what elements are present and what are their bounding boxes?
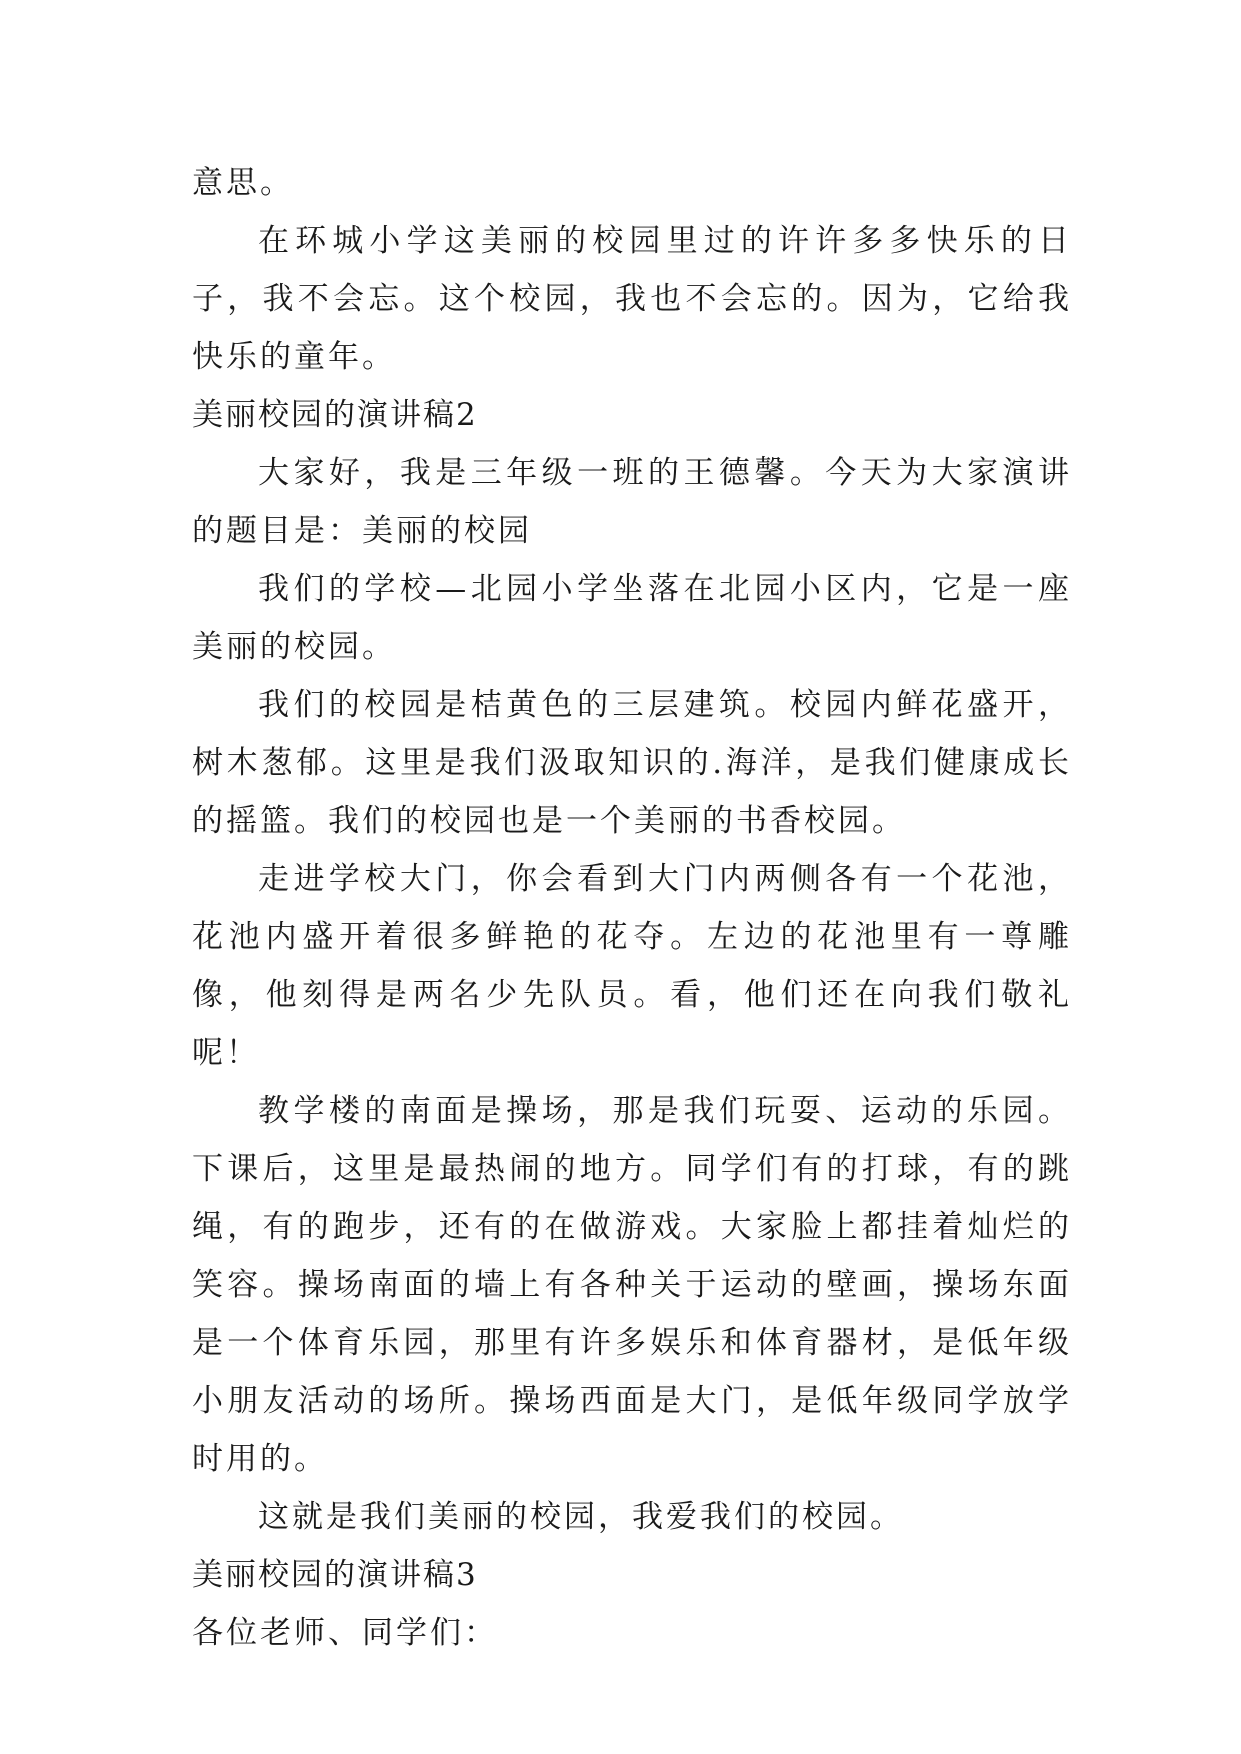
section-heading: 美丽校园的演讲稿2 [192, 397, 478, 433]
paragraph: 走进学校大门，你会看到大门内两侧各有一个花池，花池内盛开着很多鲜艳的花夺。左边的花池里有一尊雕像，他刻得是两名少先队员。看，他们还在向我们敬礼呢！ [192, 861, 1072, 1071]
paragraph: 这就是我们美丽的校园，我爱我们的校园。 [258, 1499, 904, 1535]
paragraph: 大家好，我是三年级一班的王德馨。今天为大家演讲的题目是：美丽的校园 [192, 455, 1072, 549]
document-body [192, 154, 1072, 1662]
paragraph: 我们的校园是桔黄色的三层建筑。校园内鲜花盛开，树木葱郁。这里是我们汲取知识的.海洋，是我们健康成长的摇篮。我们的校园也是一个美丽的书香校园。 [192, 687, 1072, 839]
paragraph: 我们的学校—北园小学坐落在北园小区内，它是一座美丽的校园。 [192, 571, 1072, 665]
salutation: 各位老师、同学们： [192, 1615, 498, 1651]
section-heading: 美丽校园的演讲稿3 [192, 1557, 478, 1593]
paragraph: 在环城小学这美丽的校园里过的许许多多快乐的日子，我不会忘。这个校园，我也不会忘的。因为，它给我快乐的童年。 [192, 223, 1072, 375]
paragraph-continuation: 意思。 [192, 165, 294, 201]
paragraph: 教学楼的南面是操场，那是我们玩耍、运动的乐园。下课后，这里是最热闹的地方。同学们有的打球，有的跳绳，有的跑步，还有的在做游戏。大家脸上都挂着灿烂的笑容。操场南面的墙上有各种关于运动的壁画，操场东面是一个体育乐园，那里有许多娱乐和体育器材，是低年级小朋友活动的场所。操场西面是大门，是低年级同学放学时用的。 [192, 1093, 1072, 1477]
